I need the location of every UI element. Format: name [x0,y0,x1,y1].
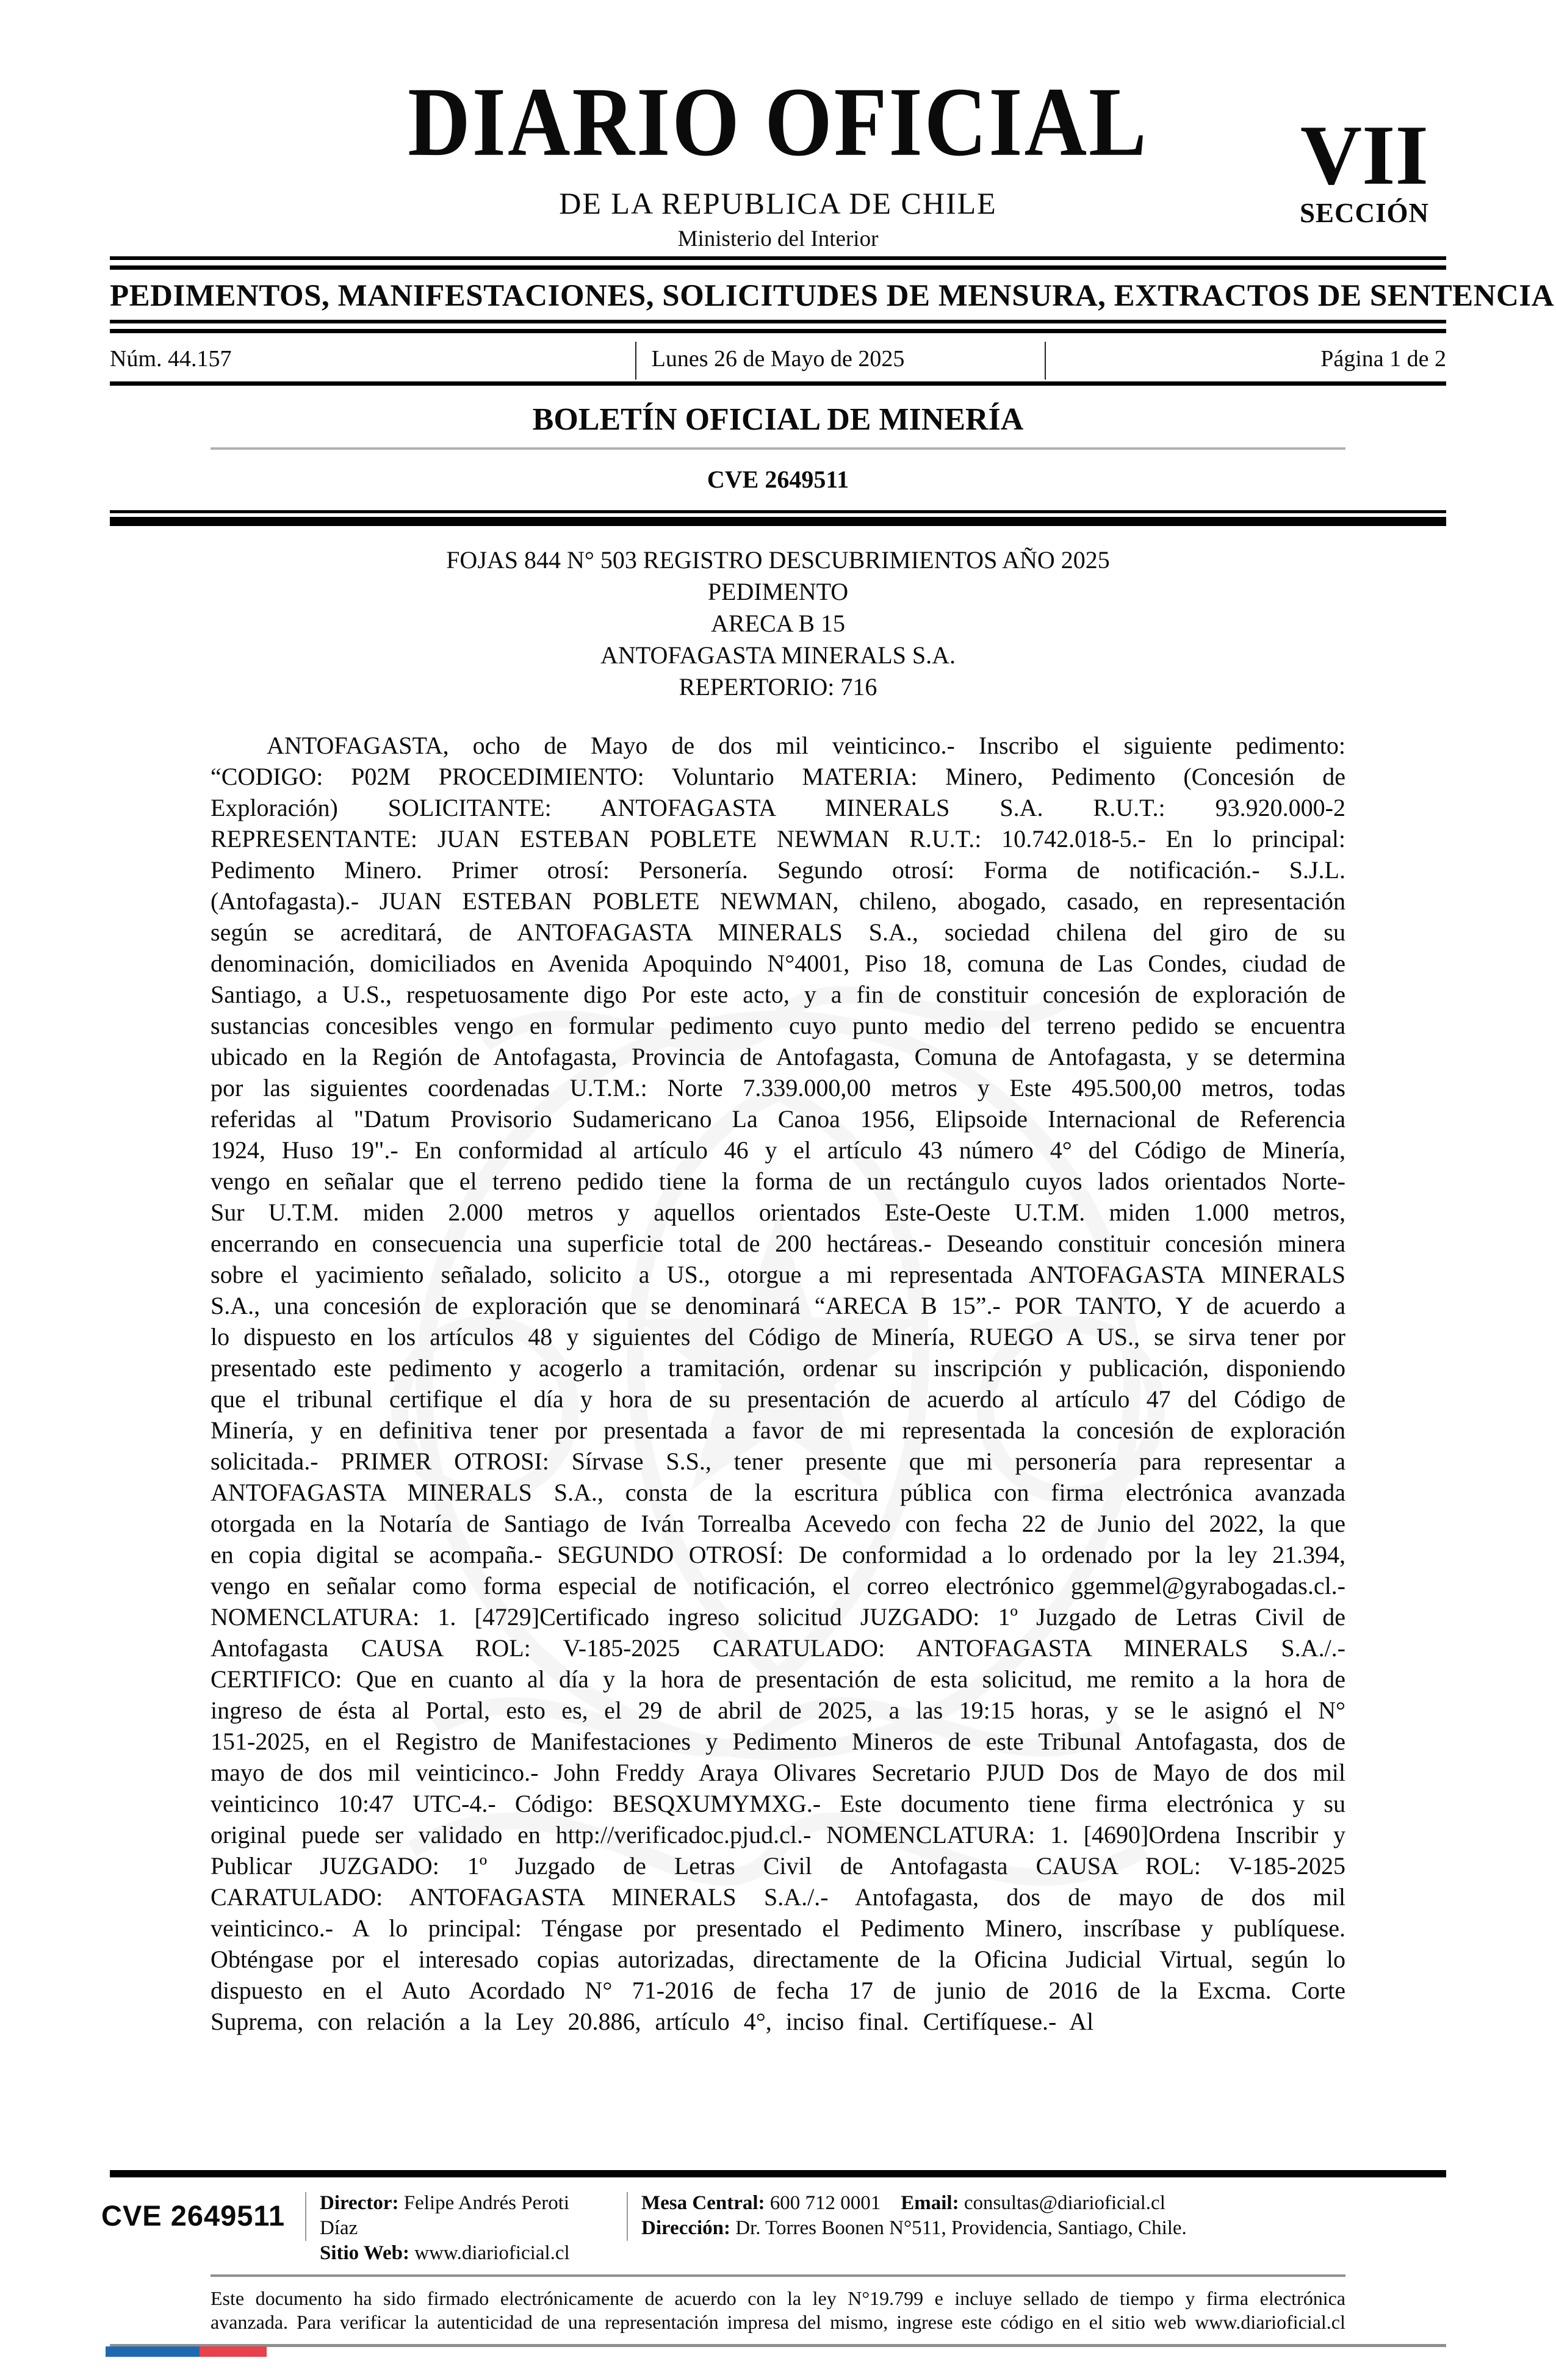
address-value: Dr. Torres Boonen N°511, Providencia, Santiago, Chile. [735,2217,1187,2239]
notice-heading-line: FOJAS 844 N° 503 REGISTRO DESCUBRIMIENTOS AÑO 2025 [446,546,1110,574]
bulletin-divider [211,447,1345,450]
top-double-rule [110,256,1446,270]
page-indicator: Página 1 de 2 [1320,345,1447,372]
notice-heading-line: REPERTORIO: 716 [679,673,877,701]
footer-contact-block [628,2191,1205,2241]
band-bottom-double-rule [110,320,1446,333]
issue-meta-row [110,345,1446,373]
website-value: www.diarioficial.cl [414,2242,570,2264]
section-label: SECCIÓN [1299,198,1429,229]
footer [0,2170,1556,2357]
email-label: Email: [901,2192,959,2214]
cve-number: CVE 2649511 [707,466,849,494]
phone-label: Mesa Central: [641,2192,765,2214]
notice-headings [211,544,1345,703]
director-value: Felipe Andrés Peroti Díaz [320,2192,570,2239]
footer-director-block [306,2191,627,2266]
bulletin-title: BOLETÍN OFICIAL DE MINERÍA [532,402,1024,438]
footer-top-bar [110,2170,1446,2177]
gov-flag-logo [106,2346,1556,2357]
thick-black-rule [110,517,1446,526]
thin-black-rule [110,510,1446,513]
meta-divider [1045,342,1046,380]
disclaimer-text: Este documento ha sido firmado electrónicamente de acuerdo con la ley N°19.799 e incluye sellado de tiempo y firma electrónica avanzada. Para verificar la autenticidad de una representación impresa del mismo, ingrese este código en el sitio web www.diarioficial.cl [211,2287,1345,2333]
footer-info [0,2191,1556,2266]
footer-gray-rule [211,2274,1345,2277]
director-label: Director: [320,2192,399,2214]
issue-number: Núm. 44.157 [110,345,232,372]
website-label: Sitio Web: [320,2242,410,2264]
section-band-title: PEDIMENTOS, MANIFESTACIONES, SOLICITUDES DE MENSURA, EXTRACTOS DE SENTENCIA [110,279,1554,313]
masthead-ministry: Ministerio del Interior [677,226,879,251]
phone-value: 600 712 0001 [769,2192,881,2214]
section-number: VII [1300,108,1428,203]
masthead-subtitle: DE LA REPUBLICA DE CHILE [559,186,997,220]
meta-divider [635,342,636,380]
flag-red-block [200,2346,267,2357]
section-block [1299,108,1429,229]
notice-heading-line: ANTOFAGASTA MINERALS S.A. [600,641,956,669]
masthead [0,0,1556,250]
notice-heading-line: PEDIMENTO [707,578,849,606]
masthead-title: DIARIO OFICIAL [408,67,1148,177]
flag-blue-block [106,2346,200,2357]
address-label: Dirección: [641,2217,731,2239]
footer-cve: CVE 2649511 [101,2199,286,2232]
issue-date: Lunes 26 de Mayo de 2025 [651,345,905,372]
email-value: consultas@diarioficial.cl [963,2192,1165,2214]
notice-body: ANTOFAGASTA, ocho de Mayo de dos mil veinticinco.- Inscribo el siguiente pedimento: “CODIGO: P02M PROCEDIMIENTO: Voluntario MATERIA: Minero, Pedimento (Concesión de Exploración) SOLICITANTE: ANTOFAGASTA MINERALS S.A. R.U.T.: 93.920.000-2 REPRESENTANTE: JUAN ESTEBAN POBLETE NEWMAN R.U.T.: 10.742.018-5.- En lo principal: Pedimento Minero. Primer otrosí: Personería. Segundo otrosí: Forma de notificación.- S.J.L. (Antofagasta).- JUAN ESTEBAN POBLETE NEWMAN, chileno, abogado, casado, en representación según se acreditará, de ANTOFAGASTA MINERALS S.A., sociedad chilena del giro de su denominación, domiciliados en Avenida Apoquindo N°4001, Piso 18, comuna de Las Condes, ciudad de Santiago, a U.S., respetuosamente digo Por este acto, y a fin de constituir concesión de exploración de sustancias concesibles vengo en formular pedimento cuyo punto medio del terreno pedido se encuentra ubicado en la Región de Antofagasta, Provincia de Antofagasta, Comuna de Antofagasta, y se determina por las siguientes coordenadas U.T.M.: Norte 7.339.000,00 metros y Este 495.500,00 metros, todas referidas al "Datum Provisorio Sudamericano La Canoa 1956, Elipsoide Internacional de Referencia 1924, Huso 19".- En conformidad al artículo 46 y el artículo 43 número 4° del Código de Minería, vengo en señalar que el terreno pedido tiene la forma de un rectángulo cuyos lados orientados Norte-Sur U.T.M. miden 2.000 metros y aquellos orientados Este-Oeste U.T.M. miden 1.000 metros, encerrando en consecuencia una superficie total de 200 hectáreas.- Deseando constituir concesión minera sobre el yacimiento señalado, solicito a US., otorgue a mi representada ANTOFAGASTA MINERALS S.A., una concesión de exploración que se denominará “ARECA B 15”.- POR TANTO, Y de acuerdo a lo dispuesto en los artículos 48 y siguientes del Código de Minería, RUEGO A US., se sirva tener por presentado este pedimento y acogerlo a tramitación, ordenar su inscripción y publicación, disponiendo que el tribunal certifique el día y hora de su presentación de acuerdo al artículo 47 del Código de Minería, y en definitiva tener por presentada a favor de mi representada la concesión de exploración solicitada.- PRIMER OTROSI: Sírvase S.S., tener presente que mi personería para representar a ANTOFAGASTA MINERALS S.A., consta de la escritura pública con firma electrónica avanzada otorgada en la Notaría de Santiago de Iván Torrealba Acevedo con fecha 22 de Junio del 2022, la que en copia digital se acompaña.- SEGUNDO OTROSÍ: De conformidad a lo ordenado por la ley 21.394, vengo en señalar como forma especial de notificación, el correo electrónico ggemmel@gyrabogadas.cl.- NOMENCLATURA: 1. [4729]Certificado ingreso solicitud JUZGADO: 1º Juzgado de Letras Civil de Antofagasta CAUSA ROL: V-185-2025 CARATULADO: ANTOFAGASTA MINERALS S.A./.- CERTIFICO: Que en cuanto al día y la hora de presentación de esta solicitud, me remito a la hora de ingreso de ésta al Portal, esto es, el 29 de abril de 2025, a las 19:15 horas, y se le asignó el N° 151-2025, en el Registro de Manifestaciones y Pedimento Mineros de este Tribunal Antofagasta, dos de mayo de dos mil veinticinco.- John Freddy Araya Olivares Secretario PJUD Dos de Mayo de dos mil veinticinco 10:47 UTC-4.- Código: BESQXUMYMXG.- Este documento tiene firma electrónica y su original puede ser validado en http://verificadoc.pjud.cl.- NOMENCLATURA: 1. [4690]Ordena Inscribir y Publicar JUZGADO: 1º Juzgado de Letras Civil de Antofagasta CAUSA ROL: V-185-2025 CARATULADO: ANTOFAGASTA MINERALS S.A./.- Antofagasta, dos de mayo de dos mil veinticinco.- A lo principal: Téngase por presentado el Pedimento Minero, inscríbase y publíquese. Obténgase por el interesado copias autorizadas, directamente de la Oficina Judicial Virtual, según lo dispuesto en el Auto Acordado N° 71-2016 de fecha 17 de junio de 2016 de la Excma. Corte Suprema, con relación a la Ley 20.886, artículo 4°, inciso final. Certifíquese.- Al [211,732,1345,2036]
meta-bottom-rule [110,381,1446,386]
notice-heading-line: ARECA B 15 [710,610,846,638]
